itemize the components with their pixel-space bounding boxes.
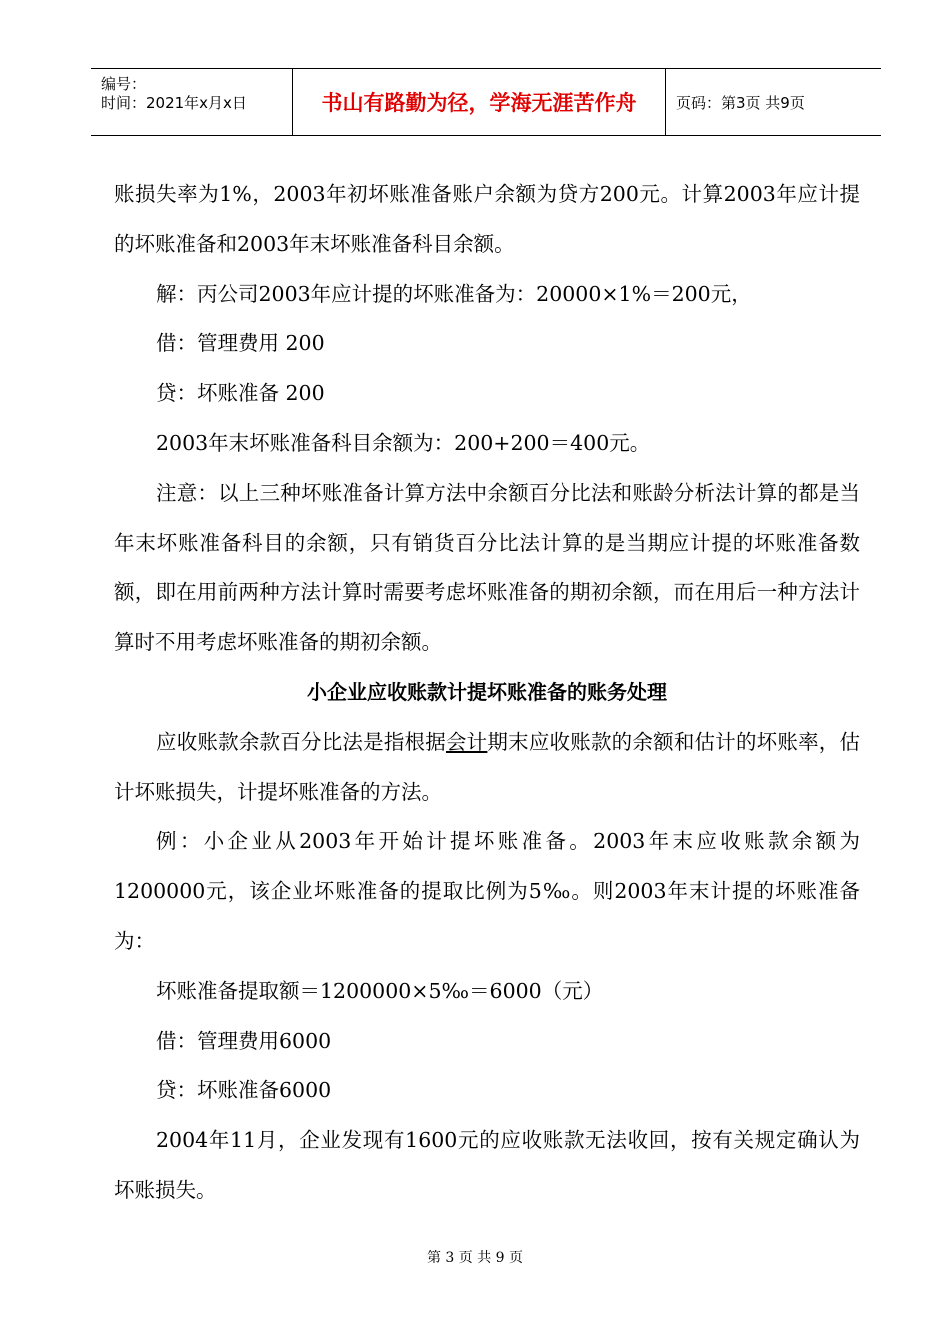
journal-entry-debit: 借：管理费用6000 xyxy=(156,1028,332,1053)
journal-entry-credit: 贷：坏账准备6000 xyxy=(156,1078,332,1103)
journal-entry-debit: 借：管理费用 200 xyxy=(156,331,325,356)
paragraph: 账损失率为1%，2003年初坏账准备账户余额为贷方200元。计算2003年应计提的坏账准备和2003年末坏账准备科目余额。 xyxy=(114,182,860,256)
method-paragraph xyxy=(114,718,860,818)
formula-line: 坏账准备提取额＝1200000×5‰＝6000（元） xyxy=(156,978,604,1003)
header-meta-cell xyxy=(91,69,293,135)
page-footer: 第 3 页 共 9 页 xyxy=(426,1250,524,1266)
header-motto: 书山有路勤为径，学海无涯苦作舟 xyxy=(293,69,666,135)
paragraph: 2004年11月，企业发现有1600元的应收账款无法收回，按有关规定确认为坏账损失。 xyxy=(114,1128,860,1202)
accounting-link[interactable]: 会计 xyxy=(445,729,488,754)
method-text-before: 应收账款余款百分比法是指根据 xyxy=(156,729,446,754)
note-paragraph: 注意：以上三种坏账准备计算方法中余额百分比法和账龄分析法计算的都是当年末坏账准备科目的余额，只有销货百分比法计算的是当期应计提的坏账准备数额，即在用前两种方法计算时需要考虑坏账准备的期初余额，而在用后一种方法计算时不用考虑坏账准备的期初余额。 xyxy=(114,480,860,655)
doc-time-label: 时间：2021年x月x日 xyxy=(101,94,247,112)
example-paragraph: 例：小企业从2003年开始计提坏账准备。2003年末应收账款余额为1200000元，该企业坏账准备的提取比例为5‰。则2003年末计提的坏账准备为： xyxy=(114,829,860,953)
method-text-after: 期末应收账款的余额和估计的坏账率，估计坏账损失，计提坏账准备的方法。 xyxy=(114,729,861,804)
page-header xyxy=(91,68,881,136)
document-body xyxy=(114,170,860,1216)
section-title: 小企业应收账款计提坏账准备的账务处理 xyxy=(307,679,667,704)
header-page-number: 页码：第3页 共9页 xyxy=(676,93,805,112)
paragraph: 2003年末坏账准备科目余额为：200+200＝400元。 xyxy=(156,430,651,455)
paragraph: 解：丙公司2003年应计提的坏账准备为：20000×1%＝200元， xyxy=(156,281,752,306)
journal-entry-credit: 贷：坏账准备 200 xyxy=(156,381,325,406)
doc-code-label: 编号： xyxy=(101,75,147,93)
